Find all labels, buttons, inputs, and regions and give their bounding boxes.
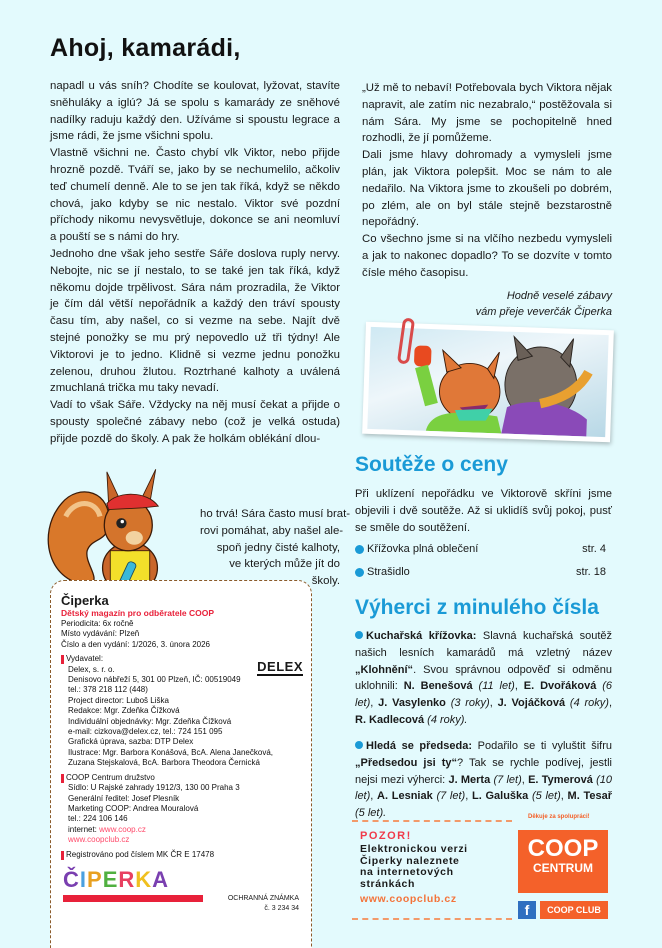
imprint-line: Místo vydávání: Plzeň [61,629,140,639]
publisher-line: Zuzana Stejskalová, BcA. Barbora Theodora Černická [68,758,260,768]
winners-highlight: „Klohnění“ [355,663,414,676]
letter-paragraph: napadl u vás sníh? Chodíte se koulovat, lyžovat, stavíte sněhuláky a iglú? Já se spolu s kamarády ze sněhové nadílky raduju každý den. Užíváme si spoustu legrace a jsme rádi, že jsme všichni spolu. [50,80,340,143]
registration: Registrováno pod číslem MK ČR E 17478 [66,849,215,859]
publisher-label: Vydavatel: [66,654,104,664]
bullet-icon [355,568,364,577]
letter-paragraph: Jednoho dne však jeho sestře Sáře doslova ruply nervy. Nebojte, nic se jí nestalo, to se také jen tak říká, když někomu dojde trpělivost. Sára nám prozradila, že Viktor je čím dál větší nepořádník a každý den tráví spousty času tím, aby našel, co si vezme na sebe. Najít dvě stejné ponožky se mu prý nepovedlo už tři týdny! Ale Viktorovi je to jedno. Klidně si vezme jednu ponožku zelenou, druhou žlutou. Roztrhané kalhoty a uválená zmuchlaná trička mu taky nevadí. [50,247,340,395]
winner-age: (5 let). [355,807,387,820]
publisher-line: e-mail: cizkova@delex.cz, tel.: 724 151 095 [68,727,223,737]
contest-name: Křížovka plná oblečení [367,543,479,555]
facebook-icon[interactable]: f [518,901,536,919]
delex-logo [257,659,303,676]
winner-name: L. Galuška [471,790,529,803]
contest-page: str. 4 [582,543,606,555]
letter-title: Ahoj, kamarádi, [50,34,241,62]
notice-line: na internetových [360,866,454,878]
letter-wrapped-text [200,506,351,590]
imprint-logos [61,868,311,918]
contest-item [355,543,612,555]
coopclub-link[interactable]: www.coopclub.cz [68,835,130,845]
section-marker [61,774,64,783]
winners-section-title: Kuchařská křížovka: [366,630,477,642]
winner-name: J. Vasylenko [378,697,446,710]
letter-right-column [362,80,612,320]
coop-centrum-logo [518,830,608,893]
imprint-line: Periodicita: 6x ročně [61,619,134,628]
registration-block [61,850,311,860]
winner-name: R. Kadlecová [355,713,425,726]
winners-text: . Svou správnou odpověď si odměnu uklohnili: [355,663,612,693]
notice-line: stránkách [360,877,416,890]
imprint-box [50,580,312,948]
signature-line: Hodně veselé zábavy [506,289,612,302]
bullet-icon [355,631,363,639]
wrapped-line: školy. [311,575,340,588]
winners-section-title: Hledá se předseda: [366,740,473,752]
coop-club-badge[interactable]: COOP CLUB [540,901,608,919]
letter-paragraph: Co všechno jsme si na vlčího nezbedu vymysleli a jak to nakonec dopadlo? To se dozvíte v tomto čísle mého časopisu. [362,233,612,279]
winner-age: (11 let) [478,680,515,693]
section-marker [61,655,64,664]
wrapped-line: ve kterých může jít do [229,558,340,571]
squirrel-muzzle [126,531,143,545]
winner-age: (10 let) [355,773,613,803]
internet-line [61,825,311,835]
notice-url[interactable]: www.coopclub.cz [360,893,457,905]
winner-age: (3 roky) [450,697,490,710]
fox-mitten [414,345,432,366]
trademark [228,894,299,914]
notice-text [360,844,512,890]
letter-signature [362,288,612,320]
letter-paragraph: Vlastně všichni ne. Často chybí vlk Viktor, nebo přijde hrozně pozdě. Tváří se, jako by se nechumelilo, ačkoliv teď chumelí denně. Ale to se jen tak říká, když se někdo chová, jako kdyby se nic nestalo. Viktor své pozdní příchody nikomu nevysvětluje, dokonce se ani neomluví a pouští se s námi do hry. [50,147,340,244]
notice-line: Čiperky naleznete [360,854,460,867]
trademark-line: OCHRANNÁ ZNÁMKA [227,894,299,902]
contest-item [355,566,612,578]
publisher-line: Ilustrace: Mgr. Barbora Konášová, BcA. Alena Janečková, [68,747,273,757]
contests-heading: Soutěže o ceny [355,453,508,476]
ciperka-logo-bar [63,895,203,902]
winner-age: (7 let) [493,773,522,786]
winner-name: M. Tesař [567,790,613,803]
winners-text: Podařilo se ti vyluštit šifru [472,740,613,752]
winner-age: (5 let) [532,790,561,803]
winner-name: E. Dvořáková [523,680,597,693]
squirrel-eye [116,518,126,528]
publisher-line: Redakce: Mgr. Zdeňka Čížková [68,706,180,716]
winner-name: N. Benešová [403,680,473,693]
section-marker [61,851,64,860]
trademark-line: č. 3 234 34 [264,904,299,912]
bullet-icon [355,545,364,554]
winners-heading: Výherci z minulého čísla [355,596,599,619]
publisher-line: Individuální objednávky: Mgr. Zdeňka Čížková [68,716,232,726]
publisher-line: Delex, s. r. o. [68,664,115,674]
contest-name: Strašidlo [367,566,410,578]
winners-section: Hledá se předseda: Podařilo se ti vyluštit šifru „Předsedou jsi ty“? Tak se rychle podívej, jestli nejsi mezi výherci: J. Merta (7 let), E. Tymerová (10 let), A. Lesniak (7 let), L. Galuška (5 let), M. Tesař (5 let). [355,740,613,820]
winner-age: (4 roky) [569,697,609,710]
signature-line: vám přeje veverčák Čiperka [475,305,612,318]
winners-text: ? Tak se rychle podívej, jestli nejsi mezi výherci: [355,756,612,786]
letter-paragraph: Vadí to však Sáře. Vždycky na něj musí čekat a přijde o spousty společné zábavy nebo (což je velká ostuda) přijde pozdě do školy. A pak že holkám oblékání dlou- [50,399,340,445]
publisher-line: Denisovo nábřeží 5, 301 00 Plzeň, IČ: 00519049 [68,675,241,685]
letter-left-column [50,78,340,448]
fox-arm [420,366,433,404]
coop-logo-line1: COOP [527,835,599,862]
coop-line: Generální ředitel: Josef Plesník [68,793,180,803]
winner-name: J. Merta [448,773,491,786]
notice-title: POZOR! [360,830,412,842]
imprint-line: Číslo a den vydání: 1/2026, 3. února 2026 [61,639,210,649]
letter-paragraph: „Už mě to nebaví! Potřebovala bych Viktora nějak napravit, ale zatím nic nezabralo,“ postěžovala si nám Sára. My jsme se pochopitelně hned rozhodli, že jí pomůžeme. [362,82,612,145]
coop-line: tel.: 224 106 146 [68,814,128,824]
notice-box [352,820,512,920]
publisher-line: Project director: Luboš Liška [68,695,169,705]
coop-line: Sídlo: U Rajské zahrady 1912/3, 130 00 Praha 3 [68,783,240,793]
winners-section: Kuchařská křížovka: Slavná kuchařská soutěž našich lesních kamarádů má vzletný název „Klohnění“. Svou správnou odpověď si odměnu uklohnili: N. Benešová (11 let), E. Dvořáková (6 let), J. Vasylenko (3 roky), J. Vojáčková (4 roky), R. Kadlecová (4 roky). [355,630,613,726]
winners-highlight: „Předsedou jsi ty“ [355,756,458,769]
coop-logo-line2: CENTRUM [533,861,593,875]
letter-paragraph: Dali jsme hlavy dohromady a vymysleli jsme plán, jak Viktora polepšit. Moc se nám to ale nedařilo. Na Viktora jsme to zkoušeli po dobrém, po zlém, ale on byl stále stejně bezstarostně nepořádný. [362,149,612,229]
winners-text: Slavná kuchařská soutěž našich lesních kamarádů má vzletný název [355,630,612,659]
publisher-line: Grafická úprava, sazba: DTP Delex [68,737,194,747]
winner-age: (6 let) [355,680,613,710]
bullet-icon [355,741,363,749]
winner-name: A. Lesniak [377,790,433,803]
coop-label: COOP Centrum družstvo [66,772,155,782]
squirrel-illustration [40,455,190,595]
sponsor-thanks: Děkuje za spolupráci! [528,814,590,820]
notice-line: Elektronickou verzi [360,843,468,855]
winner-name: J. Vojáčková [497,697,566,710]
wrapped-line: rovi pomáhat, aby našel ale- [200,524,344,537]
coop-line: Marketing COOP: Andrea Mouralová [68,803,199,813]
imprint-subtitle: Dětský magazín pro odběratele COOP [61,608,215,618]
winner-age: (4 roky). [427,713,468,726]
ciperka-logo: ČIPERKA [63,866,170,892]
imprint-title: Čiperka [61,593,109,608]
wrapped-line: ho trvá! Sára často musí brat- [200,508,351,520]
coop-block [61,773,311,846]
contests-intro: Při uklízení nepořádku ve Viktorově skříni jsme objevili i dvě soutěže. Až si uklidíš svůj pokoj, pusť se směle do soutěžení. [355,488,612,534]
coop-link[interactable]: www.coop.cz [99,824,146,834]
contest-page: str. 18 [576,566,606,578]
wrapped-line: spoň jedny čisté kalhoty, [216,541,340,554]
winner-age: (7 let) [436,790,466,803]
internet-label: internet: [68,824,97,834]
winner-name: E. Tymerová [528,773,593,786]
delex-logo-text: DELEX [257,659,303,674]
publisher-line: tel.: 378 218 112 (448) [68,685,148,695]
